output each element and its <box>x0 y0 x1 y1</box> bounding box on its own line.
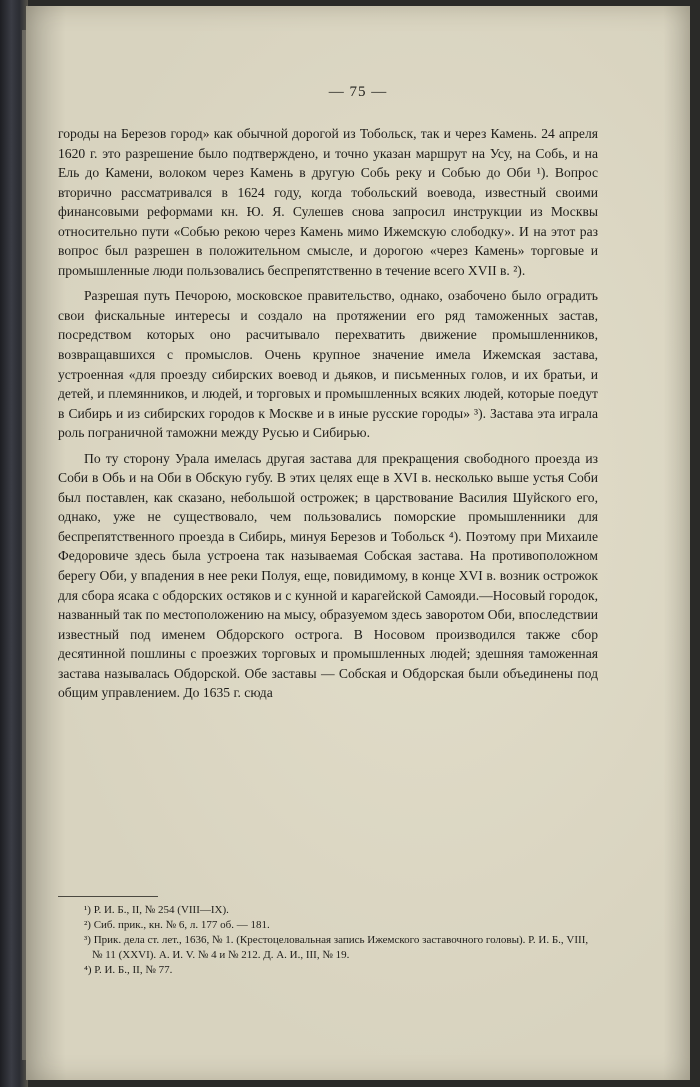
book-page <box>26 6 690 1080</box>
footnote-4: ⁴) Р. И. Б., II, № 77. <box>84 964 173 976</box>
footnote-3: ³) Прик. дела ст. лет., 1636, № 1. (Крестоцеловальная запись Ижемского заставочного головы). Р. И. Б., VIII, № 11 (XXVI). А. И. V. № 4 и № 212. Д. А. И., III, № 19. <box>84 934 589 961</box>
paragraph-2: Разрешая путь Печорою, московское правительство, однако, озабочено было оградить свои фискальные интересы и создало на протяжении его ряд таможенных застав, посредством которых оно расчитывало перехватить движение промышленников, возвращавшихся с промыслов. Очень крупное значение имела Ижемская застава, устроенная «для проезду сибирских воевод и дьяков, и письменных голов, и их братьи, и детей, и племянников, и людей, и торговых и промышленных всяких людей, которые поедут в Сибирь и из сибирских городов к Москве и в иные русские городы» ³). Застава эта играла роль пограничной таможни между Русью и Сибирью. <box>58 288 598 441</box>
paragraph-3: По ту сторону Урала имелась другая застава для прекращения свободного проезда из Соби в Обь и на Оби в Обскую губу. В этих целях еще в XVI в. несколько выше устья Соби был поставлен, как сказано, небольшой острожек; в царствование Василия Шуйского его, однако, уже не существовало, чем пользовались поморские промышленники для беспрепятственного проезда в Сибирь, минуя Березов и Тобольск ⁴). Поэтому при Михаиле Федоровиче здесь была устроена так называемая Собская застава. На противоположном берегу Оби, у впадения в нее реки Полуя, еще, повидимому, в конце XVI в. возник острожок для сбора ясака с обдорских остяков и с кунной и карагейской Самояди.—Носовый городок, названный так по местоположению на мысу, образуемом здесь заворотом Оби, впоследствии известный под именем Обдорского острога. В Носовом производился также сбор десятинной пошлины с проезжих торговых и промышленных людей; здешняя таможенная застава называлась Обдорской. Обе заставы — Собская и Обдорская были объединены под общим управлением. До 1635 г. сюда <box>58 450 598 701</box>
footnote-1: ¹) Р. И. Б., II, № 254 (VIII—IX). <box>84 904 229 916</box>
footnotes <box>58 896 598 978</box>
book-spine <box>0 0 28 1087</box>
footnote-rule <box>58 896 158 897</box>
footnote-2: ²) Сиб. прик., кн. № 6, л. 177 об. — 181. <box>84 919 270 931</box>
paragraph-1: городы на Березов город» как обычной дорогой из Тобольск, так и через Камень. 24 апреля 1620 г. это разрешение было подтверждено, и точно указан маршрут на Усу, на Собь, и на Ель до Камени, волоком через Камень в другую Собь реку и Собью до Оби ¹). Вопрос вторично рассматривался в 1624 году, когда тобольский воевода, известный своими финансовыми реформами кн. Ю. Я. Сулешев снова запросил инструкции из Москвы относительно пути «Собью рекою через Камень мимо Ижемскую слободку». И на этот раз вопрос был разрешен в положительном смысле, и дорогою «через Камень» торговые и промышленные люди пользовались беспрепятственно в течение всего XVII в. ²). <box>58 126 598 278</box>
page-number: — 75 — <box>328 84 388 100</box>
main-text <box>58 124 598 703</box>
